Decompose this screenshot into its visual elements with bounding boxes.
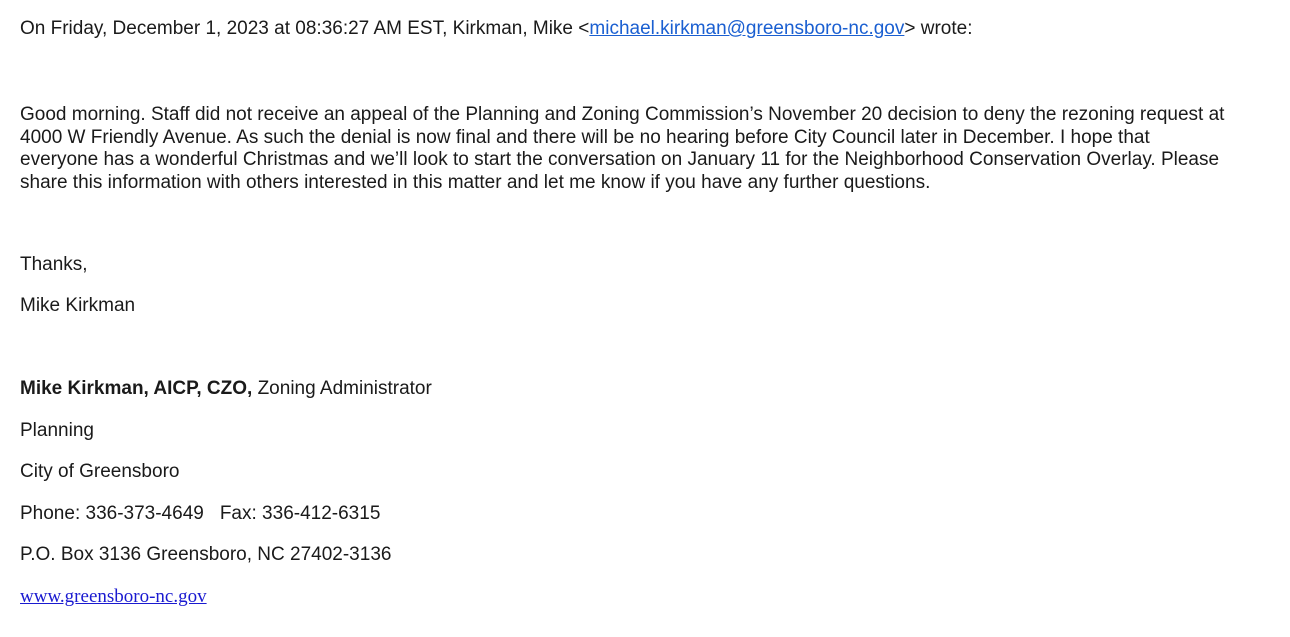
email-message <box>20 17 1275 609</box>
reply-header-prefix: On Friday, December 1, 2023 at 08:36:27 AM EST, Kirkman, Mike < <box>20 18 590 39</box>
signature-website-link[interactable]: www.greensboro-nc.gov <box>20 585 207 607</box>
signature-department: Planning <box>20 419 94 441</box>
signature-phone: Phone: 336-373-4649 <box>20 502 204 524</box>
email-signature <box>20 377 1275 609</box>
body-line: Good morning. Staff did not receive an appeal of the Planning and Zoning Commission’s November 20 decision to deny the rezoning request at <box>20 104 1225 125</box>
signature-address: P.O. Box 3136 Greensboro, NC 27402-3136 <box>20 544 392 565</box>
sender-email-link[interactable]: michael.kirkman@greensboro-nc.gov <box>589 18 905 39</box>
signature-website-row <box>20 585 1275 609</box>
body-line: 4000 W Friendly Avenue. As such the denial is now final and there will be no hearing before City Council later in December. I hope that <box>20 126 1150 148</box>
message-body <box>20 104 1270 194</box>
signature-fax: Fax: 336-412-6315 <box>219 502 381 524</box>
signature-name: Mike Kirkman, AICP, CZO, <box>20 378 253 399</box>
signature-title: Zoning Administrator <box>252 378 432 399</box>
signature-name-row <box>20 377 1275 401</box>
body-line: share this information with others interested in this matter and let me know if you have any further questions. <box>20 171 931 193</box>
reply-header-suffix: > wrote: <box>904 18 973 39</box>
reply-header <box>20 17 1275 41</box>
closing-thanks: Thanks, <box>20 254 88 275</box>
closing-name: Mike Kirkman <box>20 295 136 316</box>
signature-organization: City of Greensboro <box>20 461 180 482</box>
body-line: everyone has a wonderful Christmas and we’ll look to start the conversation on January 11 for the Neighborhood Conservation Overlay. Please <box>20 149 1220 170</box>
signature-contact-row <box>20 502 1275 526</box>
